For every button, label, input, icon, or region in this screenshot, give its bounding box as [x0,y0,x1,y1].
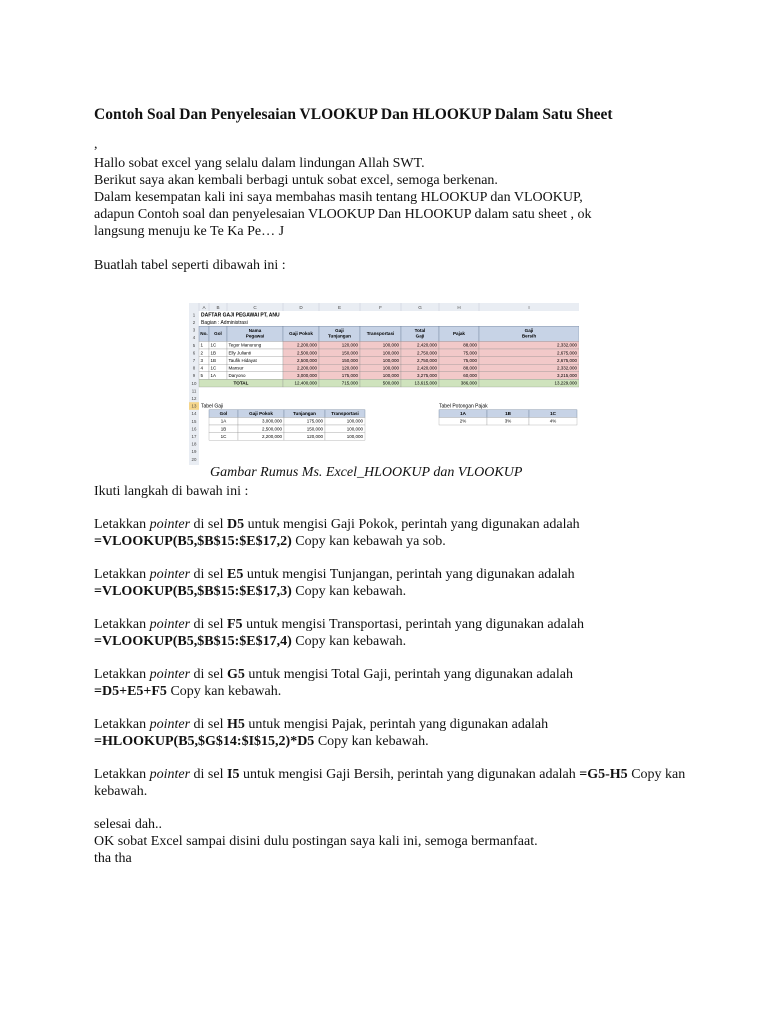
document-body [94,104,694,274]
row-header: 17 [191,434,197,439]
data-value: 100,000 [382,365,399,371]
intro-line: langsung menuju ke Te Ka Pe… J [94,224,285,239]
row-header: 12 [191,396,197,401]
tabel-gaji-value: 100,000 [346,426,363,432]
tabel-gaji-value: 1C [220,433,227,439]
spreadsheet-image [189,303,579,465]
data-value: 1C [210,342,217,348]
data-value: 2,750,000 [416,350,437,356]
header-label: Gaji Bersih [521,328,537,339]
row-header: 13 [191,403,197,409]
tabel-gaji-value: 2,500,000 [261,426,282,432]
row-header: 20 [191,456,197,462]
sheet-subtitle: Bagian : Administrasi [201,320,248,326]
sheet-title: DAFTAR GAJI PEGAWAI PT, ANU [201,312,280,319]
tabel-pajak-header-label: 1A [460,411,466,417]
data-value: 88,000 [463,365,477,371]
column-header: I [528,304,530,310]
data-value: 120,000 [341,342,358,348]
row-header: 16 [191,426,197,432]
step-item: Letakkan pointer di sel I5 untuk mengisi Gaji Bersih, perintah yang digunakan adalah =G5-H5 Copy kan kebawah. [94,767,686,799]
data-value: 1C [210,365,217,371]
ikuti-text: Ikuti langkah di bawah ini : [94,484,249,499]
data-value: 3,000,000 [296,373,317,379]
row-header: 14 [191,411,197,417]
intro-paragraph [94,155,694,240]
tabel-gaji-value: 100,000 [346,433,363,439]
data-value: 120,000 [341,365,358,371]
header-label: Gol [214,331,222,337]
data-value: 100,000 [382,342,399,348]
data-value: 75,000 [463,357,477,363]
data-value: 3,215,000 [556,373,577,379]
tabel-gaji-value: 2,200,000 [261,433,282,439]
tabel-gaji-header-label: Transportasi [331,411,359,417]
data-value: 1B [210,357,217,363]
data-value: Daryono [228,373,246,379]
header-label: Transportasi [366,331,395,337]
formula: =HLOOKUP(B5,$G$14:$I$15,2)*D5 [94,734,315,749]
data-value: 1B [210,350,217,356]
total-value: 12,400,000 [294,380,317,386]
column-header: D [299,304,303,310]
row-header: 7 [192,358,196,363]
row-header: 9 [192,373,196,379]
data-value: 88,000 [463,342,477,348]
tabel-gaji-value: 1B [220,426,227,432]
formula: =VLOOKUP(B5,$B$15:$E$17,4) [94,634,292,649]
data-value: 2,332,000 [556,342,577,348]
data-value: 150,000 [341,357,358,363]
tabel-gaji-header-label: Tunjangan [293,411,316,417]
column-header: B [216,304,220,310]
tabel-gaji-value: 175,000 [306,418,323,424]
tabel-pajak-title: Tabel Potongan Pajak [439,403,488,410]
figure-caption: Gambar Rumus Ms. Excel_HLOOKUP dan VLOOKUP [210,465,523,480]
row-header: 18 [191,441,197,447]
data-value: 3,275,000 [416,373,437,379]
tabel-gaji-value: 120,000 [306,433,323,439]
step-item: Letakkan pointer di sel E5 untuk mengisi Tunjangan, perintah yang digunakan adalah =VLOOKUP(B5,$B$15:$E$17,3) Copy kan kebawah. [94,567,575,599]
row-header: 4 [192,335,196,341]
data-value: 4 [200,365,204,371]
data-value: 2,420,000 [416,342,437,348]
data-value: 100,000 [382,350,399,356]
data-value: 175,000 [341,373,358,379]
total-label: TOTAL [233,380,249,386]
header-label: Total Gaji [414,328,426,339]
row-header: 2 [192,320,196,325]
data-value: 5 [200,373,204,379]
header-label: Gaji Tunjangan [328,328,351,339]
stray-comma: , [94,137,98,152]
formula: =D5+E5+F5 [94,684,167,699]
tabel-gaji-value: 100,000 [346,418,363,424]
header-label: Gaji Pokok [289,331,313,337]
column-header: G [418,304,422,310]
row-header: 3 [192,327,196,333]
tabel-pajak-value: 4% [549,418,557,424]
lead-text: Buatlah tabel seperti dibawah ini : [94,258,286,273]
data-value: 100,000 [382,373,399,379]
row-header: 6 [192,350,196,356]
tabel-gaji-value: 1A [220,418,227,424]
total-value: 13,615,000 [414,380,437,386]
row-header: 11 [191,388,197,394]
closing-line: selesai dah.. [94,817,163,832]
data-value: 100,000 [382,357,399,363]
column-header: H [457,304,461,310]
data-value: Tegor Manurung [228,342,262,348]
data-value: 2,332,000 [556,365,577,371]
closing-line: OK sobat Excel sampai disini dulu postingan saya kali ini, semoga bermanfaat. [94,834,538,849]
tabel-gaji-header-label: Gol [219,411,228,417]
tabel-pajak-value: 3% [504,418,512,424]
step-item: Letakkan pointer di sel F5 untuk mengisi Transportasi, perintah yang digunakan adalah =VLOOKUP(B5,$B$15:$E$17,4) Copy kan kebawah. [94,617,584,649]
tabel-gaji-value: 150,000 [306,426,323,432]
step-item: Letakkan pointer di sel H5 untuk mengisi Pajak, perintah yang digunakan adalah =HLOOKUP(B5,$G$14:$I$15,2)*D5 Copy kan kebawah. [94,717,549,749]
row-header: 10 [191,380,197,386]
data-value: 3 [200,357,204,363]
data-value: Mansur [228,365,244,371]
step-item: Letakkan pointer di sel G5 untuk mengisi Total Gaji, perintah yang digunakan adalah =D5+E5+F5 Copy kan kebawah. [94,667,573,699]
total-value: 500,000 [382,380,399,386]
data-value: 2,200,000 [296,342,317,348]
column-header: E [337,304,342,310]
data-value: 60,000 [463,373,477,379]
header-label: Pajak [452,331,466,337]
row-header: 5 [192,342,196,348]
row-header: 1 [192,312,196,318]
step-item: Letakkan pointer di sel D5 untuk mengisi Gaji Pokok, perintah yang digunakan adalah =VLOOKUP(B5,$B$15:$E$17,2) Copy kan kebawah ya sob. [94,517,580,549]
steps-section [94,483,694,867]
tabel-pajak-header-label: 1B [505,411,511,417]
data-value: Taufik Hidayat [228,357,257,363]
tabel-gaji-title: Tabel Gaji [201,403,224,410]
row-header: 8 [192,365,196,371]
tabel-gaji-header-label: Gaji Pokok [249,411,273,417]
formula: =VLOOKUP(B5,$B$15:$E$17,3) [94,584,292,599]
data-value: 1 [200,342,204,348]
data-value: Elly Julianti [228,350,252,356]
total-value: 715,000 [341,380,358,386]
data-value: 1A [210,373,217,379]
data-value: 2 [200,350,204,356]
data-value: 2,500,000 [296,357,317,363]
intro-line: Hallo sobat excel yang selalu dalam lindungan Allah SWT. [94,156,425,171]
header-label: No. [200,331,208,337]
data-value: 2,750,000 [416,357,437,363]
data-value: 2,500,000 [296,350,317,356]
data-value: 2,675,000 [556,357,577,363]
tabel-gaji-value: 3,000,000 [261,418,282,424]
data-value: 2,675,000 [556,350,577,356]
page-title: Contoh Soal Dan Penyelesaian VLOOKUP Dan HLOOKUP Dalam Satu Sheet [94,106,613,123]
intro-line: adapun Contoh soal dan penyelesaian VLOOKUP Dan HLOOKUP dalam satu sheet , ok [94,207,592,222]
column-header: C [253,304,257,310]
data-value: 2,420,000 [416,365,437,371]
column-header: F [379,304,382,310]
data-value: 2,200,000 [296,365,317,371]
row-header: 19 [191,449,197,455]
intro-line: Dalam kesempatan kali ini saya membahas masih tentang HLOOKUP dan VLOOKUP, [94,190,583,205]
tabel-pajak-header-label: 1C [550,411,556,417]
data-value: 150,000 [341,350,358,356]
data-value: 75,000 [463,350,477,356]
row-header: 15 [191,418,197,424]
formula: =G5-H5 [579,767,628,782]
intro-line: Berikut saya akan kembali berbagi untuk sobat excel, semoga berkenan. [94,173,498,188]
closing-line: tha tha [94,851,132,866]
total-value: 13,229,000 [554,380,577,386]
header-label: Nama Pegawai [245,328,265,339]
column-header: A [202,304,206,310]
total-value: 386,000 [460,380,477,386]
tabel-pajak-value: 2% [459,418,467,424]
formula: =VLOOKUP(B5,$B$15:$E$17,2) [94,534,292,549]
